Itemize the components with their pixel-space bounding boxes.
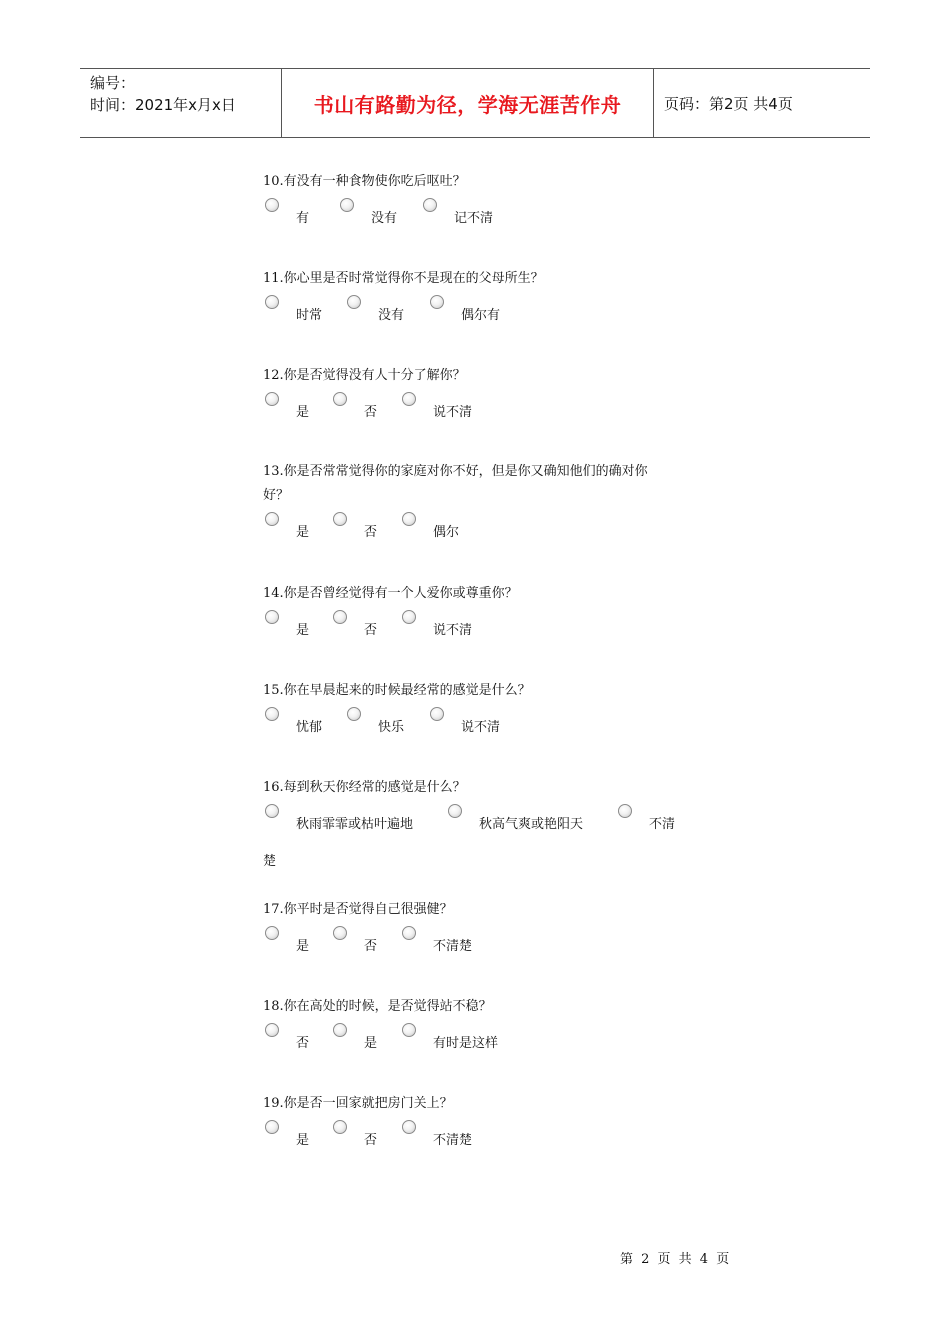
header-page-label: 页码：第2页 共4页 xyxy=(664,94,793,113)
option-label: 偶尔 xyxy=(433,525,460,540)
option-label: 否 xyxy=(364,405,378,420)
question-14 xyxy=(263,582,703,640)
question-text: 10.有没有一种食物使你吃后呕吐？ xyxy=(263,174,466,189)
question-text: 19.你是否一回家就把房门关上？ xyxy=(263,1096,453,1111)
question-15 xyxy=(263,679,703,737)
option-label: 是 xyxy=(364,1036,378,1051)
option-group xyxy=(263,707,703,737)
radio-option-2[interactable] xyxy=(347,707,361,721)
radio-option-1[interactable] xyxy=(265,926,279,940)
time-label: 时间：2021年x月x日 xyxy=(90,96,236,114)
option-group xyxy=(263,1023,703,1053)
radio-option-2[interactable] xyxy=(340,198,354,212)
option-group xyxy=(263,1120,703,1150)
radio-option-1[interactable] xyxy=(265,512,279,526)
question-text-line-2: 好？ xyxy=(263,488,290,503)
option-group xyxy=(263,198,703,228)
option-label: 时常 xyxy=(296,308,323,323)
option-label: 是 xyxy=(296,405,310,420)
option-label: 记不清 xyxy=(454,211,494,226)
question-11 xyxy=(263,267,703,325)
page-footer: 第 2 页 共 4 页 xyxy=(620,1252,730,1267)
radio-option-3[interactable] xyxy=(402,926,416,940)
question-18 xyxy=(263,995,703,1053)
radio-option-1[interactable] xyxy=(265,1120,279,1134)
radio-option-2[interactable] xyxy=(333,926,347,940)
option-label: 是 xyxy=(296,939,310,954)
question-text: 18.你在高处的时候，是否觉得站不稳？ xyxy=(263,999,492,1014)
option-label: 说不清 xyxy=(461,720,501,735)
question-19 xyxy=(263,1092,703,1150)
option-label: 否 xyxy=(364,623,378,638)
question-13 xyxy=(263,460,703,542)
radio-option-2[interactable] xyxy=(333,1120,347,1134)
header-motto: 书山有路勤为径，学海无涯苦作舟 xyxy=(281,69,654,137)
option-label: 没有 xyxy=(371,211,398,226)
question-17 xyxy=(263,898,703,956)
question-text: 11.你心里是否时常觉得你不是现在的父母所生？ xyxy=(263,271,544,286)
option-group xyxy=(263,512,703,542)
question-text: 17.你平时是否觉得自己很强健？ xyxy=(263,902,453,917)
option-label: 快乐 xyxy=(378,720,405,735)
document-header xyxy=(80,68,870,138)
option-group xyxy=(263,610,703,640)
option-label: 偶尔有 xyxy=(461,308,501,323)
option-group xyxy=(263,804,703,869)
radio-option-2[interactable] xyxy=(333,512,347,526)
option-label: 是 xyxy=(296,1133,310,1148)
question-16 xyxy=(263,776,703,869)
option-label: 忧郁 xyxy=(296,720,323,735)
radio-option-3[interactable] xyxy=(423,198,437,212)
radio-option-2[interactable] xyxy=(333,392,347,406)
option-label: 否 xyxy=(364,525,378,540)
option-label-wrap: 楚 xyxy=(263,854,277,869)
radio-option-1[interactable] xyxy=(265,804,279,818)
option-label: 有时是这样 xyxy=(433,1036,499,1051)
radio-option-3[interactable] xyxy=(402,610,416,624)
question-10 xyxy=(263,170,703,228)
option-group xyxy=(263,392,703,422)
option-label: 否 xyxy=(364,1133,378,1148)
radio-option-3[interactable] xyxy=(430,295,444,309)
radio-option-2[interactable] xyxy=(333,610,347,624)
question-12 xyxy=(263,364,703,422)
option-label: 是 xyxy=(296,623,310,638)
radio-option-3[interactable] xyxy=(402,392,416,406)
radio-option-3[interactable] xyxy=(402,1023,416,1037)
radio-option-1[interactable] xyxy=(265,392,279,406)
radio-option-1[interactable] xyxy=(265,1023,279,1037)
option-label: 秋雨霏霏或枯叶遍地 xyxy=(296,817,414,832)
radio-option-1[interactable] xyxy=(265,295,279,309)
question-text: 16.每到秋天你经常的感觉是什么？ xyxy=(263,780,466,795)
option-label: 否 xyxy=(364,939,378,954)
option-label: 说不清 xyxy=(433,405,473,420)
option-label: 有 xyxy=(296,211,310,226)
option-label: 是 xyxy=(296,525,310,540)
question-text: 12.你是否觉得没有人十分了解你？ xyxy=(263,368,466,383)
option-group xyxy=(263,295,703,325)
option-group xyxy=(263,926,703,956)
option-label: 否 xyxy=(296,1036,310,1051)
radio-option-2[interactable] xyxy=(448,804,462,818)
radio-option-3[interactable] xyxy=(430,707,444,721)
question-text-line-1: 13.你是否常常觉得你的家庭对你不好，但是你又确知他们的确对你 xyxy=(263,464,648,479)
radio-option-1[interactable] xyxy=(265,610,279,624)
option-label: 说不清 xyxy=(433,623,473,638)
radio-option-3[interactable] xyxy=(618,804,632,818)
number-label: 编号： xyxy=(90,74,136,92)
option-label: 不清楚 xyxy=(433,1133,473,1148)
radio-option-1[interactable] xyxy=(265,707,279,721)
radio-option-2[interactable] xyxy=(333,1023,347,1037)
option-label: 不清 xyxy=(649,817,676,832)
radio-option-3[interactable] xyxy=(402,512,416,526)
question-text: 15.你在早晨起来的时候最经常的感觉是什么？ xyxy=(263,683,531,698)
option-label: 没有 xyxy=(378,308,405,323)
header-meta xyxy=(80,69,281,137)
radio-option-3[interactable] xyxy=(402,1120,416,1134)
radio-option-1[interactable] xyxy=(265,198,279,212)
option-label: 不清楚 xyxy=(433,939,473,954)
radio-option-2[interactable] xyxy=(347,295,361,309)
question-text: 14.你是否曾经觉得有一个人爱你或尊重你？ xyxy=(263,586,518,601)
option-label: 秋高气爽或艳阳天 xyxy=(479,817,584,832)
